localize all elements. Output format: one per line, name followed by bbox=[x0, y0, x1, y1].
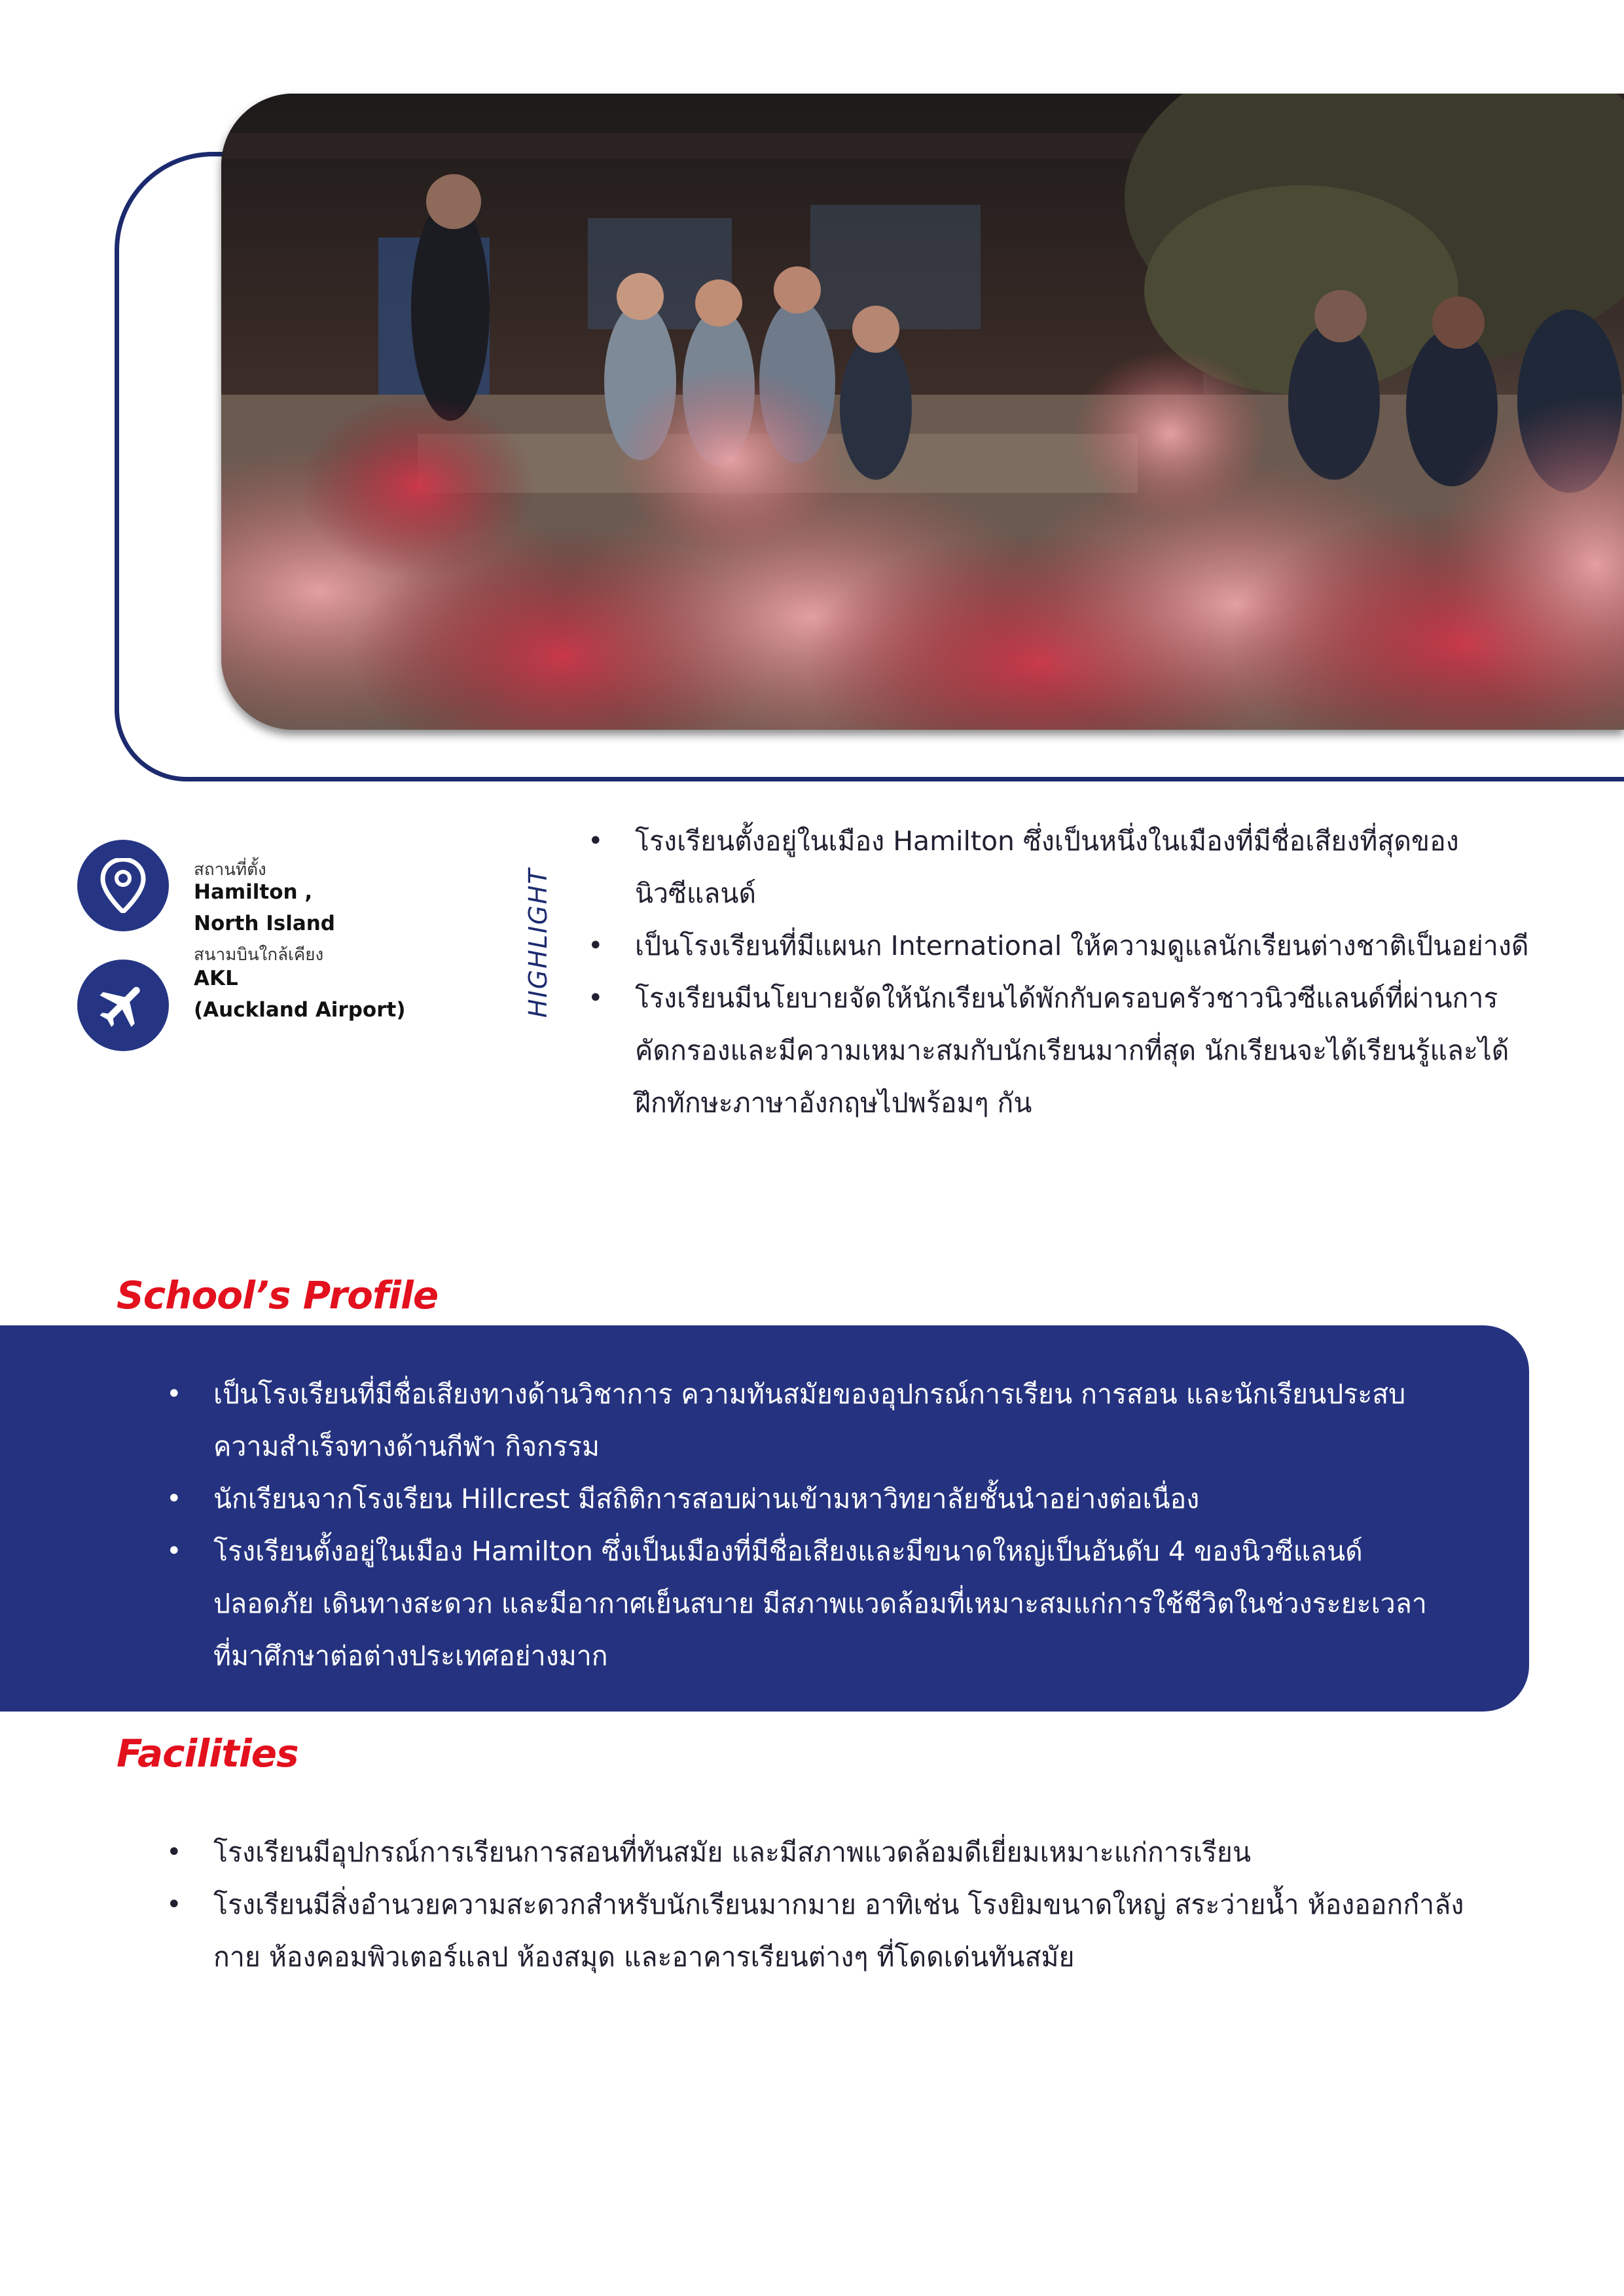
location-pin-icon bbox=[77, 840, 169, 931]
location-region: North Island bbox=[194, 912, 336, 935]
facilities-list bbox=[166, 1826, 1508, 1983]
highlight-list bbox=[588, 815, 1530, 1129]
airport-code: AKL bbox=[194, 967, 238, 990]
highlight-item: • โรงเรียนตั้งอยู่ในเมือง Hamilton ซึ่งเป็นหนึ่งในเมืองที่มีชื่อเสียงที่สุดของนิวซีแลนด์ bbox=[588, 815, 1530, 920]
highlight-item: • เป็นโรงเรียนที่มีแผนก International ให้ความดูแลนักเรียนต่างชาติเป็นอย่างดี bbox=[588, 920, 1530, 972]
facilities-item: • โรงเรียนมีสิ่งอำนวยความสะดวกสำหรับนักเรียนมากมาย อาทิเช่น โรงยิมขนาดใหญ่ สระว่ายน้ำ ห้องออกกำลังกาย ห้องคอมพิวเตอร์แลป ห้องสมุด และอาคารเรียนต่างๆ ที่โดดเด่นทันสมัย bbox=[166, 1878, 1508, 1983]
highlight-item: • โรงเรียนมีนโยบายจัดให้นักเรียนได้พักกับครอบครัวชาวนิวซีแลนด์ที่ผ่านการคัดกรองและมีความเหมาะสมกับนักเรียนมากที่สุด นักเรียนจะได้เรียนรู้และได้ฝึกทักษะภาษาอังกฤษไปพร้อมๆ กัน bbox=[588, 972, 1530, 1129]
location-city: Hamilton , bbox=[194, 880, 313, 904]
location-label: สถานที่ตั้ง bbox=[194, 860, 266, 880]
facilities-item: • โรงเรียนมีอุปกรณ์การเรียนการสอนที่ทันสมัย และมีสภาพแวดล้อมดีเยี่ยมเหมาะแก่การเรียน bbox=[166, 1826, 1508, 1878]
airplane-icon bbox=[77, 960, 169, 1051]
hero-photo bbox=[221, 94, 1624, 730]
facilities-title: Facilities bbox=[117, 1731, 298, 1776]
highlight-label: HIGHLIGHT bbox=[524, 867, 552, 1018]
airport-name: (Auckland Airport) bbox=[194, 998, 406, 1022]
profile-item: • นักเรียนจากโรงเรียน Hillcrest มีสถิติการสอบผ่านเข้ามหาวิทยาลัยชั้นนำอย่างต่อเนื่อง bbox=[166, 1473, 1462, 1525]
profile-list bbox=[166, 1368, 1462, 1682]
profile-title: School’s Profile bbox=[117, 1273, 439, 1318]
airport-label: สนามบินใกล้เคียง bbox=[194, 945, 324, 965]
profile-item: • เป็นโรงเรียนที่มีชื่อเสียงทางด้านวิชาการ ความทันสมัยของอุปกรณ์การเรียน การสอน และนักเรียนประสบความสำเร็จทางด้านกีฬา กิจกรรม bbox=[166, 1368, 1462, 1473]
profile-item: • โรงเรียนตั้งอยู่ในเมือง Hamilton ซึ่งเป็นเมืองที่มีชื่อเสียงและมีขนาดใหญ่เป็นอันดับ 4 ของนิวซีแลนด์ ปลอดภัย เดินทางสะดวก และมีอากาศเย็นสบาย มีสภาพแวดล้อมที่เหมาะสมแก่การใช้ชีวิตในช่วงระยะเวลาที่มาศึกษาต่อต่างประเทศอย่างมาก bbox=[166, 1525, 1462, 1682]
